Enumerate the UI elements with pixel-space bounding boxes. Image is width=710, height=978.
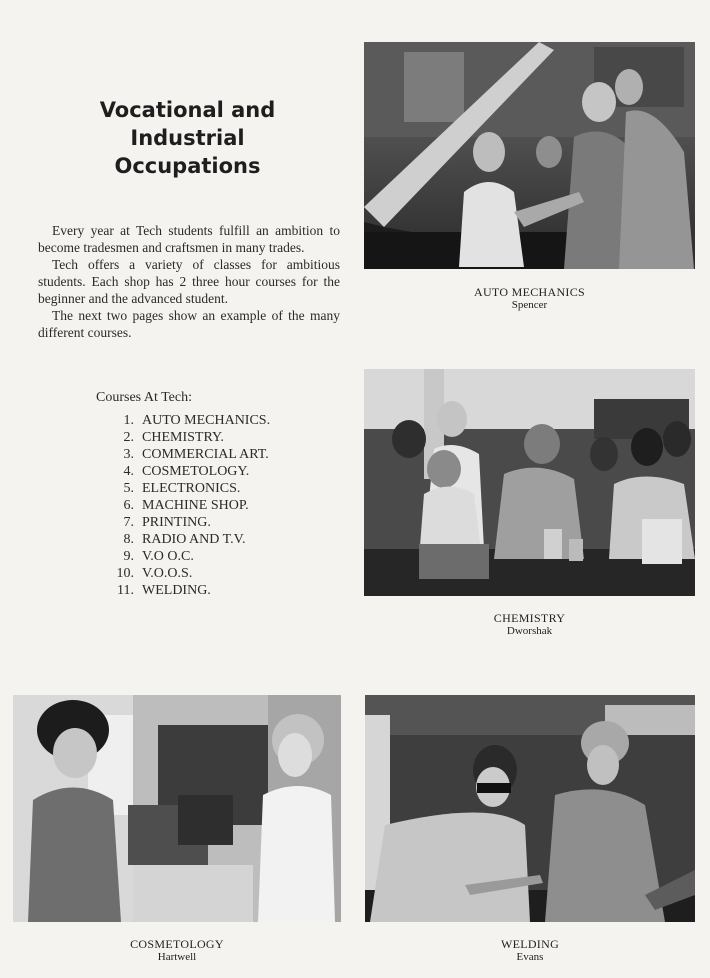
course-name: COMMERCIAL ART. — [142, 447, 269, 462]
caption-title: WELDING — [500, 937, 560, 951]
auto-mechanics-caption — [364, 285, 695, 311]
course-name: PRINTING. — [142, 515, 211, 530]
caption-teacher: Hartwell — [157, 951, 197, 963]
caption-teacher: Spencer — [511, 299, 548, 311]
chemistry-caption — [364, 611, 695, 637]
course-name: V.O O.C. — [142, 549, 194, 564]
page-title-line2: Occupations — [114, 154, 261, 178]
course-number: 8. — [123, 532, 134, 547]
course-name: RADIO AND T.V. — [142, 532, 246, 547]
welding-caption — [365, 937, 695, 963]
chemistry-photo-art — [364, 369, 695, 596]
course-item — [108, 582, 270, 599]
course-number: 4. — [123, 464, 134, 479]
course-name: CHEMISTRY. — [142, 430, 224, 445]
course-item — [108, 548, 270, 565]
page-title-line1: Vocational and Industrial — [99, 98, 276, 150]
cosmetology-caption — [13, 937, 341, 963]
caption-teacher: Dworshak — [506, 625, 553, 637]
course-number: 9. — [123, 549, 134, 564]
course-item — [108, 463, 270, 480]
courses-list — [108, 412, 270, 599]
course-number: 7. — [123, 515, 134, 530]
course-item — [108, 412, 270, 429]
course-name: COSMETOLOGY. — [142, 464, 250, 479]
chemistry-photo — [364, 369, 695, 596]
course-item — [108, 531, 270, 548]
course-name: WELDING. — [142, 583, 211, 598]
course-number: 5. — [123, 481, 134, 496]
course-number: 11. — [117, 583, 134, 598]
cosmetology-photo — [13, 695, 341, 922]
intro-paragraph: Every year at Tech students fulfill an ambition to become tradesmen and craftsmen in many trades. — [38, 223, 340, 255]
caption-title: AUTO MECHANICS — [474, 285, 585, 299]
courses-heading: Courses At Tech: — [96, 390, 192, 405]
course-name: MACHINE SHOP. — [142, 498, 249, 513]
course-number: 3. — [123, 447, 134, 462]
intro-text — [38, 222, 340, 341]
welding-photo-art — [365, 695, 695, 922]
course-number: 10. — [116, 566, 134, 581]
course-name: V.O.O.S. — [142, 566, 193, 581]
course-item — [108, 565, 270, 582]
course-item — [108, 497, 270, 514]
course-number: 1. — [123, 413, 134, 428]
caption-teacher: Evans — [516, 951, 544, 963]
course-item — [108, 480, 270, 497]
welding-photo — [365, 695, 695, 922]
course-name: AUTO MECHANICS. — [142, 413, 271, 428]
course-item — [108, 446, 270, 463]
caption-title: CHEMISTRY — [493, 611, 566, 625]
course-number: 6. — [123, 498, 134, 513]
course-item — [108, 514, 270, 531]
intro-paragraph: Tech offers a variety of classes for ambitious students. Each shop has 2 three hour courses for the beginner and the advanced student. — [38, 257, 340, 306]
caption-title: COSMETOLOGY — [130, 937, 224, 951]
course-number: 2. — [123, 430, 134, 445]
page-title — [40, 96, 335, 180]
course-item — [108, 429, 270, 446]
cosmetology-photo-art — [13, 695, 341, 922]
auto-mechanics-photo-art — [364, 42, 695, 269]
auto-mechanics-photo — [364, 42, 695, 269]
course-name: ELECTRONICS. — [142, 481, 241, 496]
intro-paragraph: The next two pages show an example of the many different courses. — [38, 308, 340, 340]
